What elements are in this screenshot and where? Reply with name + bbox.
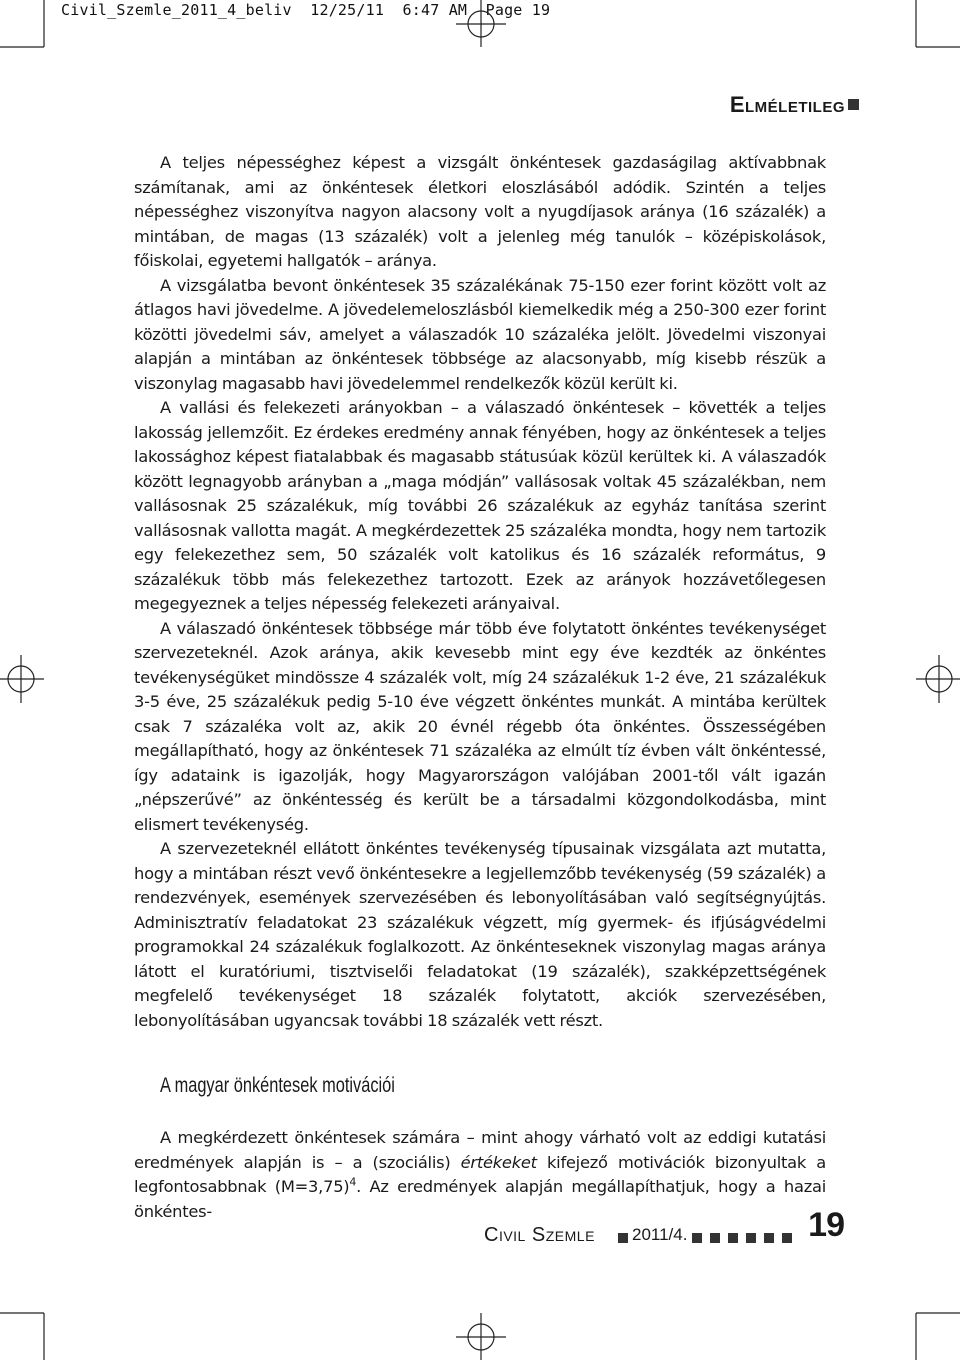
registration-target-icon xyxy=(916,655,960,703)
paragraph: A válaszadó önkéntesek többsége már több éve folytatott önkéntes tevékenységet szervezeteknél. Azok aránya, akik kevesebb mint egy éve kezdték az önkéntes tevékenységüket mindössze 4 százalék volt, míg 24 százalékuk 1-2 éve, 21 százalékuk 3-5 éve, 25 százalékuk pedig 5-10 éve végzett önkéntes munkát. A mintába kerültek csak 7 százaléka volt az, akik 20 évnél régebb óta önkéntes. Összességében megállapítható, hogy az önkéntesek 71 százaléka az elmúlt tíz évben vált önkéntessé, így adataink is igazolják, hogy Magyarországon valójában 2001-től vált igazán „népszerűvé” az önkéntesség és került be a társadalmi közgondolkodásba, mint elismert tevékenység. xyxy=(134,618,826,834)
square-bullet-icon xyxy=(618,1233,628,1243)
paragraph: A vizsgálatba bevont önkéntesek 35 százalékának 75-150 ezer forint között volt az átlagos havi jövedelme. A jövedelemeloszlásból kiemelkedik még a 250-300 ezer forint közötti jövedelmi sáv, amelyet a válaszadók 10 százaléka jelölt. Jövedelmi viszonyai alapján a mintában az önkéntesek többsége az alacsonyabb, míg kisebb részük a viszonylag magasabb havi jövedelemmel rendelkezők közül került ki. xyxy=(134,275,826,393)
paragraph: A szervezeteknél ellátott önkéntes tevékenység típusainak vizsgálata azt mutatta, hogy a mintában részt vevő önkéntesekre a legjellemzőbb tevékenység (59 százalék) a rendezvények, események szervezésében és lebonyolításában való segítségnyújtás. Adminisztratív feladatokat 23 százalékuk végzett, míg gyermek- és ifjúságvédelmi programokkal 24 százalékuk foglalkozott. Az önkénteseknek viszonylag magas aránya látott el kuratóriumi, tisztviselői feladatokat (19 százalék), szakképzettségének megfelelő tevékenységet 18 százalék folytatott, akciók szervezésében, lebonyolításában ugyancsak további 18 százalék vett részt. xyxy=(134,839,826,1030)
paragraph-text: . Az eredmények alapján megállapíthatjuk, hogy a hazai önkéntes- xyxy=(134,1177,826,1221)
square-bullet-icon xyxy=(764,1233,774,1243)
issue-number: 2011/4. xyxy=(632,1225,688,1244)
square-bullet-icon xyxy=(746,1233,756,1243)
article-body xyxy=(134,151,826,1033)
section-heading: A magyar önkéntesek motivációi xyxy=(160,1074,395,1097)
print-slug: Civil_Szemle_2011_4_beliv 12/25/11 6:47 AM Page 19 xyxy=(61,1,551,19)
square-bullet-icon xyxy=(710,1233,720,1243)
paragraph-text: A megkérdezett önkéntesek számára – mint ahogy várható volt az eddigi kutatási eredmények alapján is – a (szociális) xyxy=(134,1128,826,1172)
journal-name: Civil Szemle xyxy=(484,1224,595,1246)
footnote-reference[interactable]: 4 xyxy=(349,1175,357,1189)
page-footer xyxy=(484,1206,844,1256)
emphasized-word: értékeket xyxy=(460,1152,537,1172)
square-bullet-icon xyxy=(848,99,859,110)
page-number: 19 xyxy=(808,1206,844,1244)
square-bullet-icon xyxy=(728,1233,738,1243)
paragraph: A teljes népességhez képest a vizsgált önkéntesek gazdaságilag aktívabbnak számítanak, ami az önkéntesek életkori eloszlásából adódik. Szintén a teljes népességhez viszonyítva nagyon alacsony volt a nyugdíjasok aránya (16 százalék) a mintában, de magas (13 százalék) volt a jelenleg még tanulók – középiskolások, főiskolai, egyetemi hallgatók – aránya. xyxy=(134,153,826,270)
registration-target-icon xyxy=(0,655,44,703)
square-bullet-icon xyxy=(782,1233,792,1243)
registration-target-icon xyxy=(456,0,506,47)
section-label: Elméletileg xyxy=(729,92,845,117)
paragraph: A vallási és felekezeti arányokban – a válaszadó önkéntesek – követték a teljes lakosság jellemzőit. Ez érdekes eredmény annak fényében, hogy az önkéntesek a teljes lakossághoz képest fiatalabbak és magasabb státusúak közül kerültek ki. A válaszadók között legnagyobb arányban a „maga módján” vallásosak voltak 45 százalékban, nem vallásosnak 25 százalékuk, míg további 26 százalékuk az egyház tanítása szerint vallásosnak vallotta magát. A megkérdezettek 25 százaléka mondta, hogy nem tartozik egy felekezethez sem, 50 százalék volt katolikus és 16 százalék református, 9 százalékuk több más felekezethez tartozott. Ezek az arányok hozzávetőlegesen megegyeznek a teljes népesség felekezeti arányaival. xyxy=(134,398,826,613)
registration-target-icon xyxy=(456,1313,506,1360)
square-bullet-icon xyxy=(692,1233,702,1243)
paragraph-text: kifejező motivációk bizonyultak a legfontosabbnak (M=3,75) xyxy=(134,1152,826,1196)
